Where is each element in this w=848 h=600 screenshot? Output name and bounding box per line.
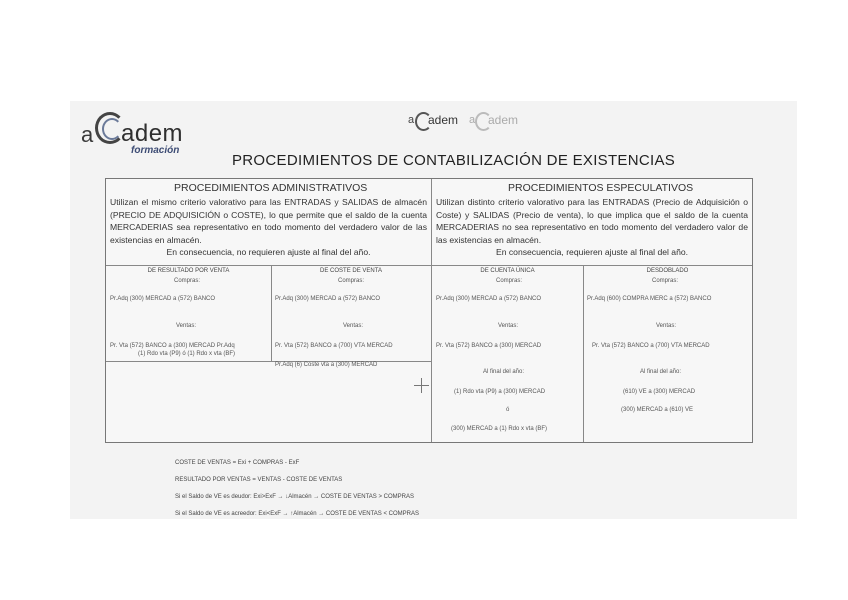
header-logo-right-brand: adem	[488, 113, 519, 127]
col1-sales-entry-1: Pr. Vta (572) BANCO a (300) MERCAD Pr.Adq	[110, 343, 235, 349]
col2-sales-entry-2: Pr.Adq (6) Coste vta a (300) MERCAD	[275, 362, 378, 368]
divider-left-bottom	[106, 361, 432, 362]
procedures-table	[105, 178, 753, 443]
header-logos	[408, 111, 523, 135]
divider-col3	[583, 265, 584, 442]
admin-consequence: En consecuencia, no requieren ajuste al final del año.	[166, 247, 371, 257]
col4-year-end-2: (300) MERCAD a (610) VE	[621, 407, 694, 413]
col4-year-end-1: (610) VE a (300) MERCAD	[623, 389, 696, 395]
logo-brand: adem	[121, 120, 184, 147]
header-logo-right-prefix: a	[469, 114, 476, 126]
col3-sales-label: Ventas:	[498, 323, 519, 329]
col2-sales-label: Ventas:	[343, 323, 364, 329]
header-logo-left-prefix: a	[408, 114, 415, 126]
col3-or: ó	[506, 407, 510, 413]
admin-text	[110, 196, 427, 259]
col3-purchases-entry: Pr.Adq (300) MERCAD a (572) BANCO	[436, 296, 542, 302]
spec-description: Utilizan distinto criterio valorativo para las ENTRADAS (Precio de Adquisición o Coste) y SALIDAS (Precio de venta), lo que implica que el saldo de la cuenta MERCADERIAS no sea representativo en todo momento del verdadero valor de las existencias en almacén.	[436, 197, 748, 245]
col3-year-end-1: (1) Rdo vta (P9) a (300) MERCAD	[454, 389, 546, 395]
divider-horizontal	[106, 265, 752, 266]
col2-purchases-entry: Pr.Adq (300) MERCAD a (572) BANCO	[275, 296, 381, 302]
spec-text	[436, 196, 748, 259]
col2-sales-entry-1: Pr. Vta (572) BANCO a (700) VTA MERCAD	[275, 343, 393, 349]
admin-description: Utilizan el mismo criterio valorativo para las ENTRADAS y SALIDAS de almacén (PRECIO DE ADQUISICIÓN o COSTE), lo que permite que el saldo de la cuenta MERCADERIAS sea representativo en todo momento del verdadero valor de las existencias en almacén.	[110, 197, 427, 245]
col4-purchases-label: Compras:	[652, 278, 679, 284]
col3-year-end-2: (300) MERCAD a (1) Rdo x vta (BF)	[451, 426, 548, 432]
divider-col1	[271, 265, 272, 361]
admin-heading: PROCEDIMIENTOS ADMINISTRATIVOS	[174, 182, 368, 194]
page-title: PROCEDIMIENTOS DE CONTABILIZACIÓN DE EXISTENCIAS	[232, 152, 676, 169]
col4-purchases-entry: Pr.Adq (600) COMPRA MERC a (572) BANCO	[587, 296, 712, 302]
logo	[81, 108, 201, 156]
col4-header: DESDOBLADO	[646, 268, 689, 274]
col3-year-end-label: Al final del año:	[483, 369, 525, 375]
col1-purchases-label: Compras:	[174, 278, 201, 284]
crosshair-cursor-icon	[414, 378, 429, 393]
note-saldo-deudor: Si el Saldo de VE es deudor: Exi>ExF → ↓Almacén → COSTE DE VENTAS > COMPRAS	[175, 494, 414, 500]
logo-prefix: a	[81, 122, 94, 147]
col4-sales-entry-1: Pr. Vta (572) BANCO a (700) VTA MERCAD	[592, 343, 710, 349]
logo-ring-inner-icon	[102, 118, 122, 140]
col3-header: DE CUENTA ÚNICA	[480, 268, 535, 274]
spec-heading: PROCEDIMIENTOS ESPECULATIVOS	[508, 182, 694, 194]
col3-purchases-label: Compras:	[496, 278, 523, 284]
col2-header: DE COSTE DE VENTA	[320, 268, 382, 274]
col4-year-end-label: Al final del año:	[640, 369, 682, 375]
col1-purchases-entry: Pr.Adq (300) MERCAD a (572) BANCO	[110, 296, 216, 302]
note-resultado-ventas: RESULTADO POR VENTAS = VENTAS - COSTE DE VENTAS	[175, 477, 343, 483]
col4-sales-label: Ventas:	[656, 323, 677, 329]
header-logo-left-brand: adem	[428, 113, 459, 127]
col1-sales-entry-2: (1) Rdo vta (P9) ó (1) Rdo x vta (BF)	[138, 351, 236, 357]
logo-subtitle: formación	[131, 145, 180, 156]
note-saldo-acreedor: Si el Saldo de VE es acreedor: Exi<ExF → ↑Almacén → COSTE DE VENTAS < COMPRAS	[175, 511, 419, 517]
divider-center	[431, 179, 432, 442]
note-coste-ventas: COSTE DE VENTAS = Exi + COMPRAS - ExF	[175, 460, 300, 466]
col3-sales-entry-1: Pr. Vta (572) BANCO a (300) MERCAD	[436, 343, 542, 349]
col2-purchases-label: Compras:	[338, 278, 365, 284]
spec-consequence: En consecuencia, requieren ajuste al final del año.	[495, 247, 689, 257]
col1-sales-label: Ventas:	[176, 323, 197, 329]
col1-header: DE RESULTADO POR VENTA	[147, 268, 230, 274]
